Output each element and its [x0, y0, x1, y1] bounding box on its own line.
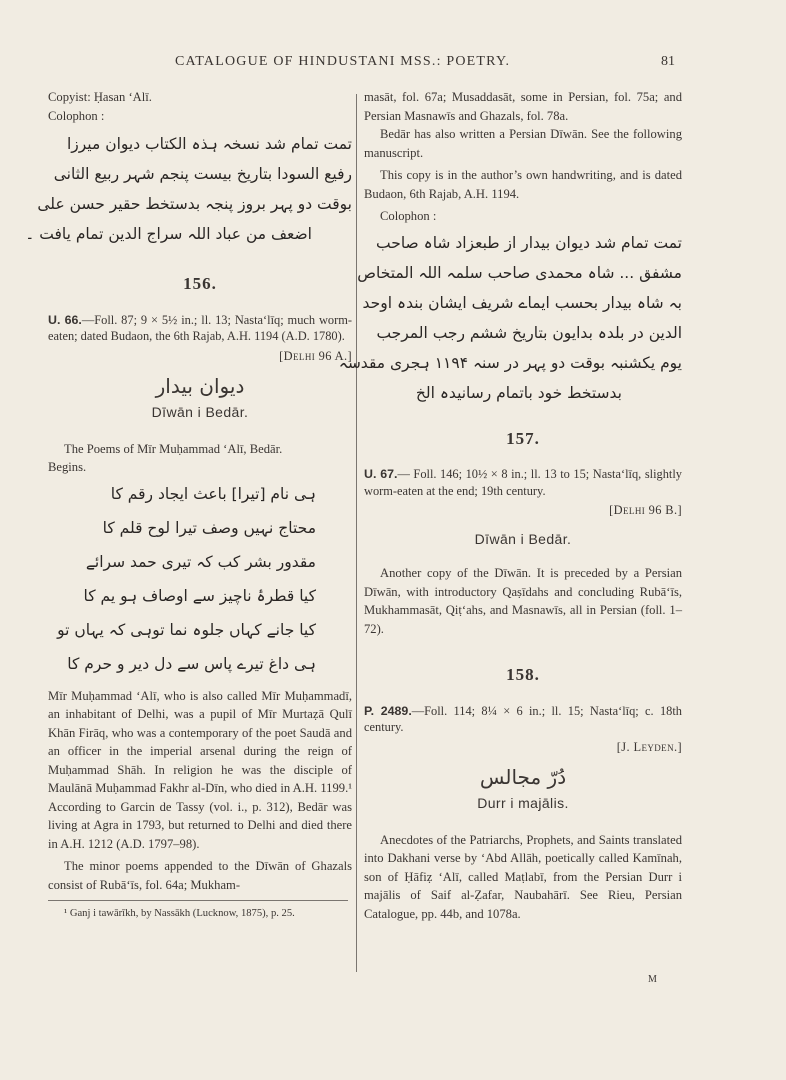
minor-poems-paragraph: The minor poems appended to the Dīwān of Ghazals consist of Rubā‘īs, fol. 64a; Mukham- [48, 859, 352, 892]
header-title: CATALOGUE OF HINDUSTANI MSS.: POETRY. [175, 54, 511, 69]
entry-details: —Foll. 114; 8¼ × 6 in.; ll. 15; Nasta‘līq; c. 18th century. [364, 703, 682, 734]
entry-details: —Foll. 87; 9 × 5½ in.; ll. 13; Nasta‘līq; much worm-eaten; dated Budaon, the 6th Rajab, A.H. 1194 (A.D. 1780). [48, 312, 352, 343]
entry-paragraph: Anecdotes of the Patriarchs, Prophets, and Saints translated into Dakhani verse by ‘Abd Allāh, poetically called Kamīnah, son of Ḥāfiẓ ‘Alī, called Maṭlabī, from the Persian Durr i majālis of Saif al-Ẓafar, Naubahārī. See Rieu, Persian Catalogue, pp. 44b, and 1078a. [364, 832, 682, 921]
entry-description [364, 703, 682, 736]
copyist-line: Copyist: Ḥasan ‘Alī. [48, 90, 152, 104]
entry-paragraph: Another copy of the Dīwān. It is preceded by a Persian Dīwān, with introductory Qaṣīdahs and concluding Rubā‘īs, Mukhammasāt, Qiṭ‘ahs, and Masnawīs, all in Persian (foll. 1–72). [364, 566, 682, 636]
opening-verses [48, 477, 352, 681]
colophon-line: بدستخط خود باتمام رسانیدہ الخ [415, 383, 622, 402]
shelfmark: P. 2489. [364, 703, 412, 718]
title-urdu: دُرّ مجالس [479, 765, 567, 789]
colophon-line: یوم یکشنبہ بوقت دو پہر در سنہ ۱۱۹۴ ہجری مقدسہ [338, 353, 682, 372]
signature-mark: M [648, 974, 657, 985]
collection-reference: [J. Leyden.] [616, 739, 682, 754]
shelfmark: U. 67. [364, 467, 398, 481]
intro-line: The Poems of Mīr Muḥammad ‘Alī, Bedār. [64, 441, 283, 456]
running-header [0, 54, 786, 78]
colophon-line: اضعف من عباد اللہ سراج الدین تمام یافت ۔ [25, 225, 312, 243]
entry-description [364, 466, 682, 499]
shelfmark: U. 66. [48, 312, 82, 327]
colophon-label: Colophon : [48, 108, 105, 123]
title-urdu: دیوان بیدار [155, 374, 245, 398]
colophon-label: Colophon : [380, 209, 437, 223]
page-number: 81 [661, 54, 675, 69]
title-transliterated: Dīwān i Bedār. [151, 404, 249, 420]
verse-line: کیا جانے کہاں جلوہ نما توہی کہ یہاں تو [57, 620, 316, 639]
verse-line: ہی داغ تیرے پاس سے دل دیر و حرم کا [67, 654, 316, 673]
entry-details: — Foll. 146; 10½ × 8 in.; ll. 13 to 15; Nasta‘līq, slightly worm-eaten at the end; 19th century. [364, 467, 682, 498]
verse-line: محتاج نہیں وصف تیرا لوح قلم کا [102, 518, 316, 537]
colophon-line: الدین در بلدہ بدایون بتاریخ ششم رجب المرجب [376, 323, 682, 342]
colophon-line: تمت تمام شد دیوان بیدار از طبعزاد شاہ صاحب [376, 233, 682, 252]
entry-number: 157. [506, 428, 540, 448]
colophon-line: بہ شاہ بیدار بحسب ایماے شریف ایشان بندہ اوحد [362, 293, 682, 312]
column-divider [356, 94, 357, 972]
footnote: ¹ Ganj i tawārīkh, by Nassākh (Lucknow, 1875), p. 25. [64, 908, 295, 919]
verse-line: ہی نام [تیرا] باعث ایجاد رقم کا [110, 484, 316, 503]
colophon-line: رفیع السودا بتاریخ بیست پنجم شہر ربیع الثانی [53, 165, 352, 183]
collection-reference: [Delhi 96 A.] [279, 348, 352, 363]
title-transliterated: Dīwān i Bedār. [474, 530, 572, 547]
entry-number: 156. [183, 274, 217, 293]
verse-line: کیا قطرۂ ناچیز سے اوصاف ہو یم کا [83, 586, 316, 605]
biography-paragraph: Mīr Muḥammad ‘Alī, who is also called Mīr Muḥammadī, an inhabitant of Delhi, was a pupil of Mīr Murtaẓā Qulī Khān Firāq, who was a contemporary of the poet Saudā and an officer in the imperial arsenal during the reign of Muḥammad Shāh. In religion he was the disciple of Maulānā Muḥammad Fakhr al-Dīn, who died in A.H. 1199.¹ According to Garcin de Tassy (vol. i., p. 312), Bedār was living at Agra in 1793, but returned to Delhi and died there in A.H. 1212 (A.D. 1797–98). [48, 688, 352, 851]
footnote-rule [48, 900, 348, 901]
handwriting-note: This copy is in the author’s own handwriting, and is dated Budaon, 6th Rajab, A.H. 1194. [364, 168, 682, 201]
left-column [25, 88, 352, 921]
right-column [338, 88, 682, 923]
colophon-line: مشفق ... شاہ محمدی صاحب سلمہ اللہ المتخاص [357, 263, 682, 282]
colophon-text [338, 228, 682, 408]
title-transliterated: Durr i majālis. [477, 795, 569, 811]
persian-diwan-note: Bedār has also written a Persian Dīwān. See the following manuscript. [364, 127, 682, 160]
entry-number: 158. [506, 665, 540, 684]
entry-description [48, 312, 352, 345]
continued-paragraph: masāt, fol. 67a; Musaddasāt, some in Persian, fol. 75a; and Persian Masnawīs and Ghazals, fol. 78a. [364, 90, 682, 123]
colophon-line: تمت تمام شد نسخہ ہذہ الکتاب دیوان میرزا [66, 135, 352, 153]
collection-reference: [Delhi 96 B.] [609, 503, 682, 517]
begins-label: Begins. [48, 460, 87, 474]
colophon-text [25, 129, 352, 249]
verse-line: مقدور بشر کب کہ تیری حمد سرائے [85, 552, 316, 571]
colophon-line: بوقت دو پہر بروز پنجہ بدستخط حقیر حسن علی [37, 195, 352, 213]
